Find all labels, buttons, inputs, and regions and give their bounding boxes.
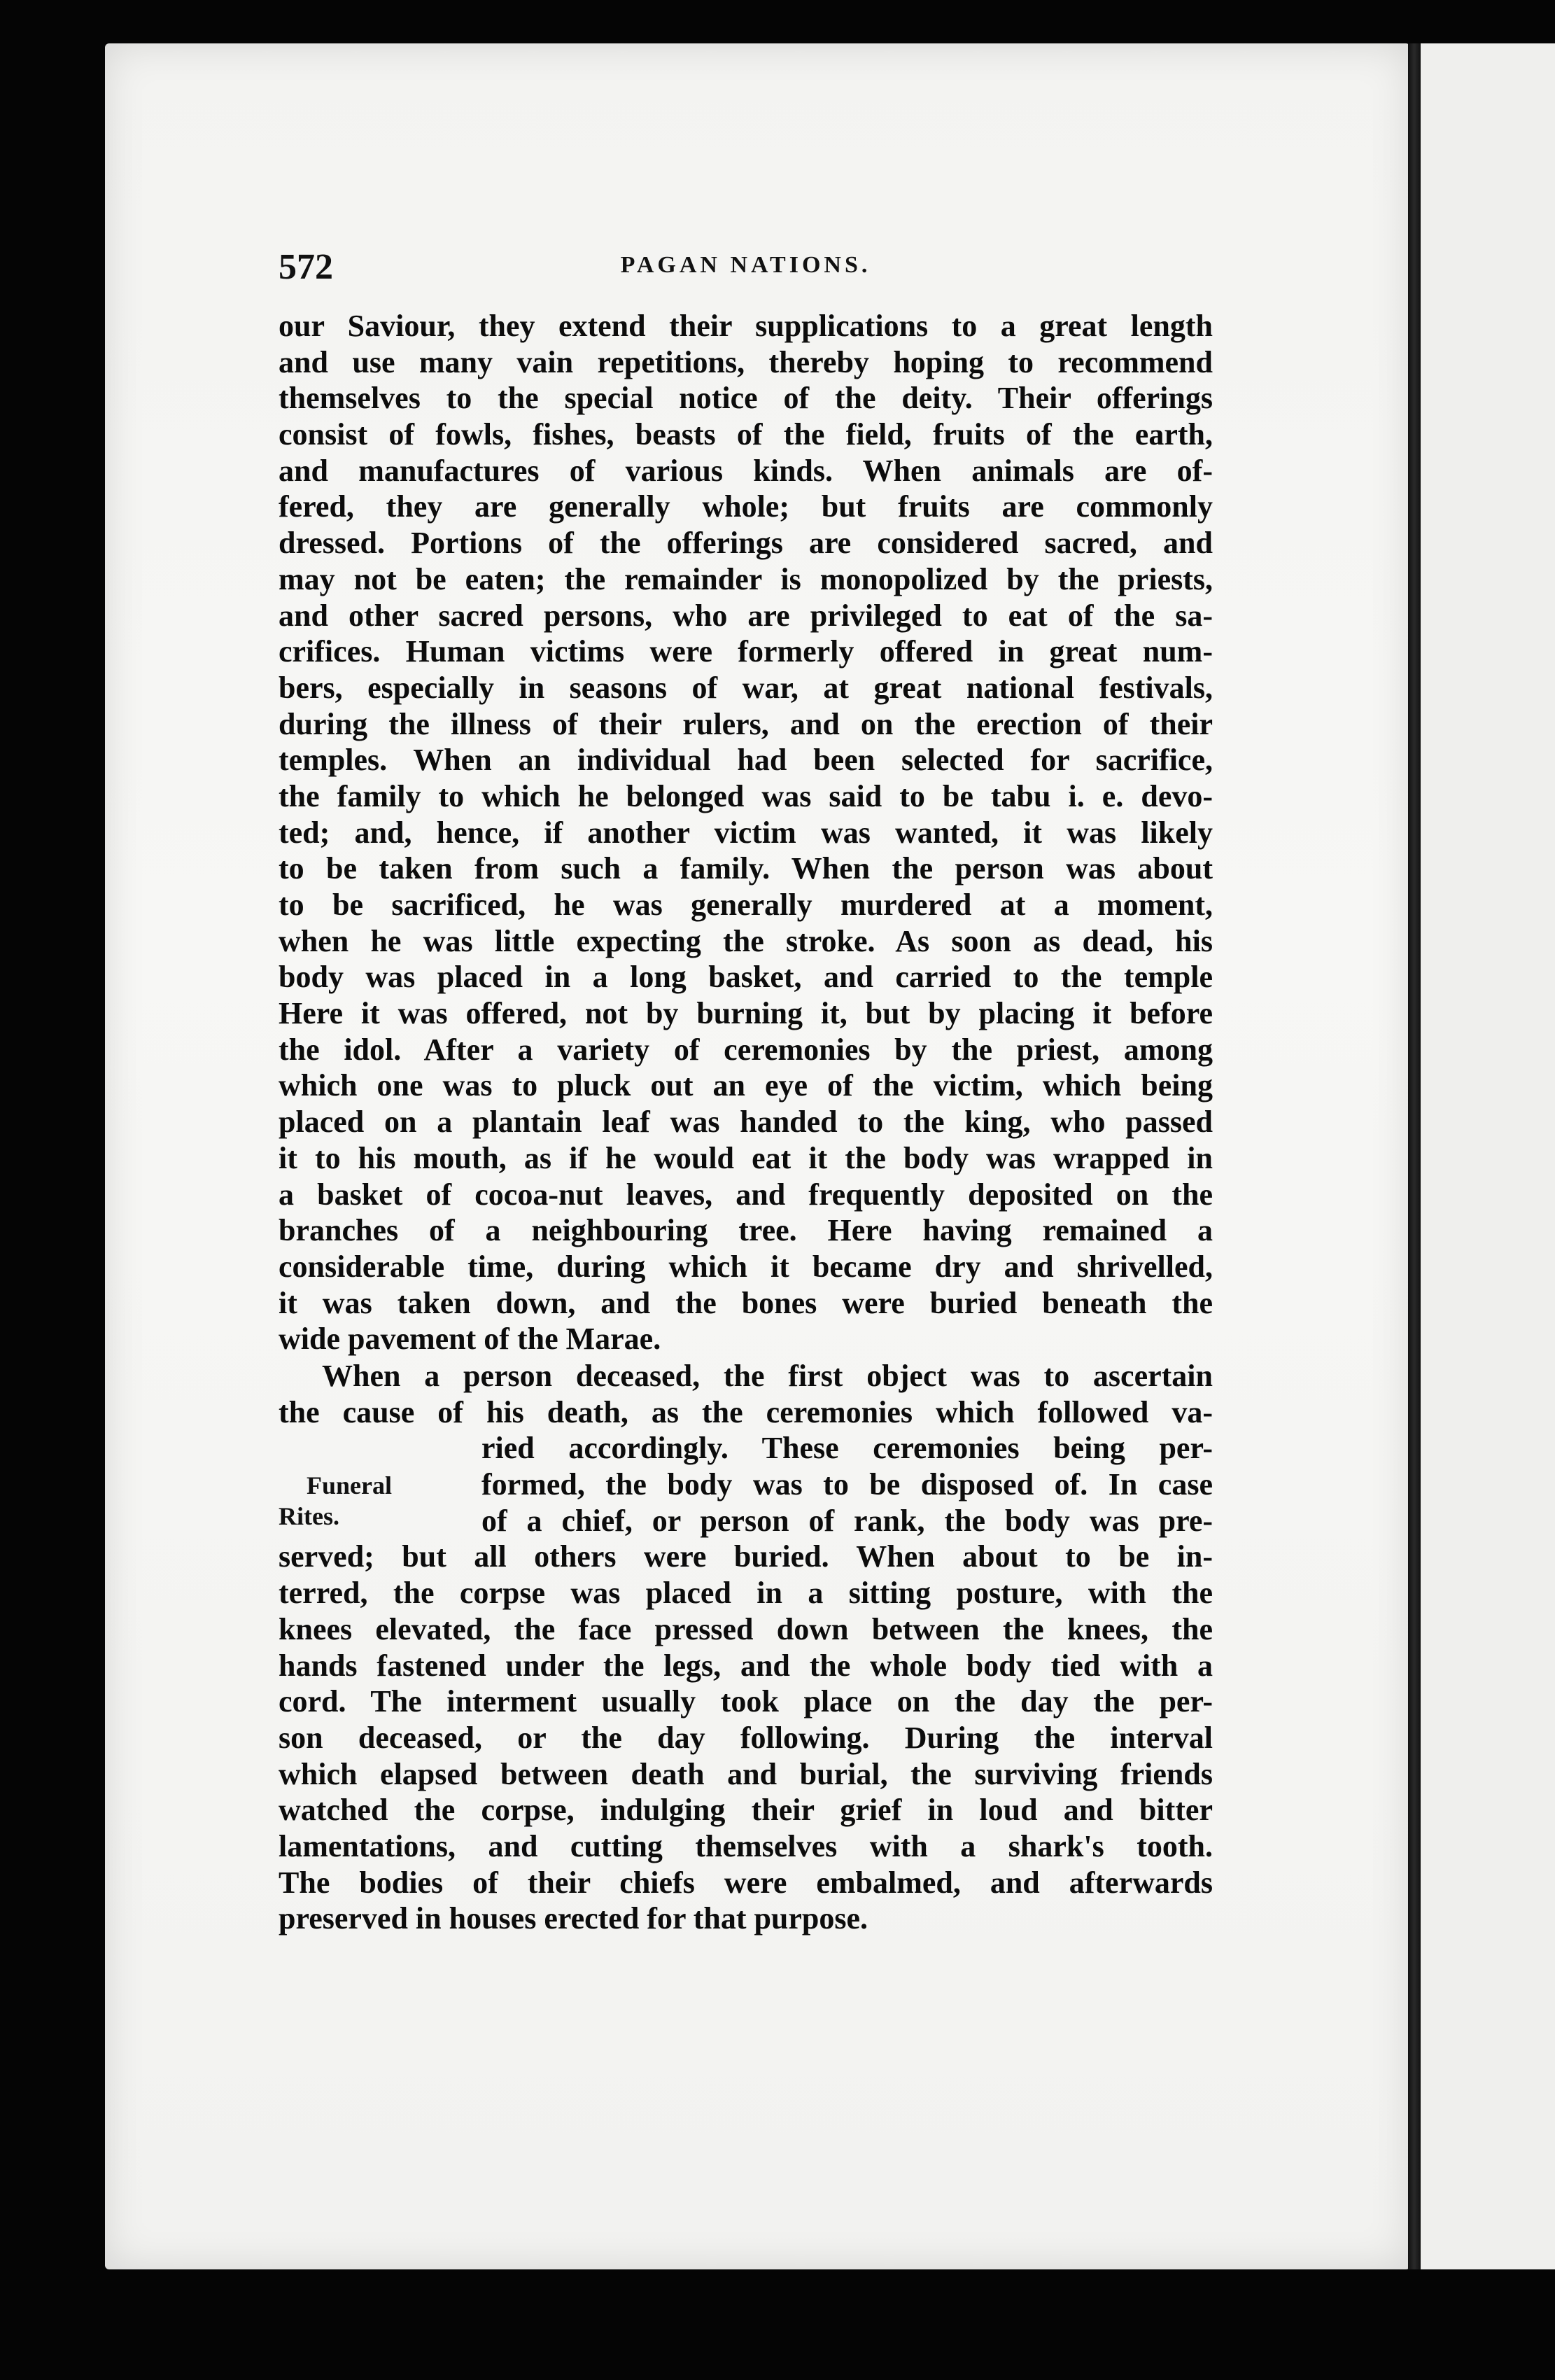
page-number: 572 — [279, 247, 333, 287]
text-line: hands fastened under the legs, and the whole body tied with a — [279, 1648, 1213, 1683]
text-line: lamentations, and cutting themselves with a shark's tooth. — [279, 1828, 1213, 1863]
page-header — [279, 246, 1213, 288]
text-line: body was placed in a long basket, and carried to the temple — [279, 960, 1213, 995]
text-line: terred, the corpse was placed in a sitting posture, with the — [279, 1576, 1213, 1611]
text-line: themselves to the special notice of the deity. Their offerings — [279, 381, 1213, 416]
text-line: When a person deceased, the first object was to ascertain — [322, 1359, 1213, 1393]
text-line: to be sacrificed, he was generally murdered at a moment, — [279, 888, 1213, 922]
text-line: and use many vain repetitions, thereby hoping to recommend — [279, 344, 1213, 379]
paragraph-1 — [279, 308, 1213, 1357]
text-line: preserved in houses erected for that purpose. — [279, 1901, 868, 1936]
book-spine — [1408, 43, 1421, 2269]
text-line: a basket of cocoa-nut leaves, and frequently deposited on the — [279, 1177, 1213, 1212]
text-line: which elapsed between death and burial, the surviving friends — [279, 1756, 1213, 1791]
text-line: dressed. Portions of the offerings are considered sacred, and — [279, 526, 1213, 561]
text-line: watched the corpse, indulging their grief in loud and bitter — [279, 1793, 1213, 1828]
text-line: may not be eaten; the remainder is monopolized by the priests, — [279, 561, 1213, 596]
text-line: during the illness of their rulers, and on the erection of their — [279, 706, 1213, 741]
text-line: ried accordingly. These ceremonies being per- — [481, 1431, 1213, 1466]
text-line: The bodies of their chiefs were embalmed, and afterwards — [279, 1865, 1213, 1900]
text-line: of a chief, or person of rank, the body was pre- — [481, 1503, 1213, 1538]
paragraph-2 — [279, 1358, 1213, 1937]
text-line: crifices. Human victims were formerly offered in great num- — [279, 634, 1213, 669]
text-line: served; but all others were buried. When about to be in- — [279, 1539, 1213, 1574]
text-line: formed, the body was to be disposed of. In case — [481, 1467, 1213, 1502]
text-line: our Saviour, they extend their supplications to a great length — [279, 309, 1213, 343]
text-line: fered, they are generally whole; but fruits are commonly — [279, 489, 1213, 524]
text-line: wide pavement of the Marae. — [279, 1322, 661, 1357]
text-line: it to his mouth, as if he would eat it the body was wrapped in — [279, 1140, 1213, 1175]
text-line: the family to which he belonged was said to be tabu i. e. devo- — [279, 778, 1213, 813]
margin-note-line-2: Rites. — [279, 1502, 339, 1530]
facing-page-edge — [1421, 43, 1555, 2269]
running-head: PAGAN NATIONS. — [620, 252, 871, 278]
text-line: cord. The interment usually took place on the day the per- — [279, 1684, 1213, 1719]
text-line: knees elevated, the face pressed down between the knees, the — [279, 1611, 1213, 1646]
text-line: placed on a plantain leaf was handed to the king, who passed — [279, 1105, 1213, 1140]
text-line: bers, especially in seasons of war, at great national festivals, — [279, 670, 1213, 705]
text-line: the idol. After a variety of ceremonies by the priest, among — [279, 1032, 1213, 1067]
text-line: Here it was offered, not by burning it, but by placing it before — [279, 996, 1213, 1031]
text-line: and other sacred persons, who are privileged to eat of the sa- — [279, 598, 1213, 633]
text-line: and manufactures of various kinds. When animals are of- — [279, 453, 1213, 488]
text-line: the cause of his death, as the ceremonies which followed va- — [279, 1394, 1213, 1429]
margin-note-line-1: Funeral — [307, 1471, 392, 1499]
text-line: when he was little expecting the stroke. As soon as dead, his — [279, 923, 1213, 958]
margin-note-funeral-rites — [279, 1470, 453, 1532]
text-line: branches of a neighbouring tree. Here having remained a — [279, 1213, 1213, 1248]
text-line: son deceased, or the day following. During the interval — [279, 1720, 1213, 1755]
text-line: consist of fowls, fishes, beasts of the field, fruits of the earth, — [279, 417, 1213, 452]
text-line: considerable time, during which it became dry and shrivelled, — [279, 1249, 1213, 1284]
text-line: temples. When an individual had been selected for sacrifice, — [279, 743, 1213, 778]
text-line: it was taken down, and the bones were buried beneath the — [279, 1285, 1213, 1320]
text-line: ted; and, hence, if another victim was wanted, it was likely — [279, 815, 1213, 850]
text-line: which one was to pluck out an eye of the victim, which being — [279, 1068, 1213, 1103]
text-line: to be taken from such a family. When the person was about — [279, 851, 1213, 886]
